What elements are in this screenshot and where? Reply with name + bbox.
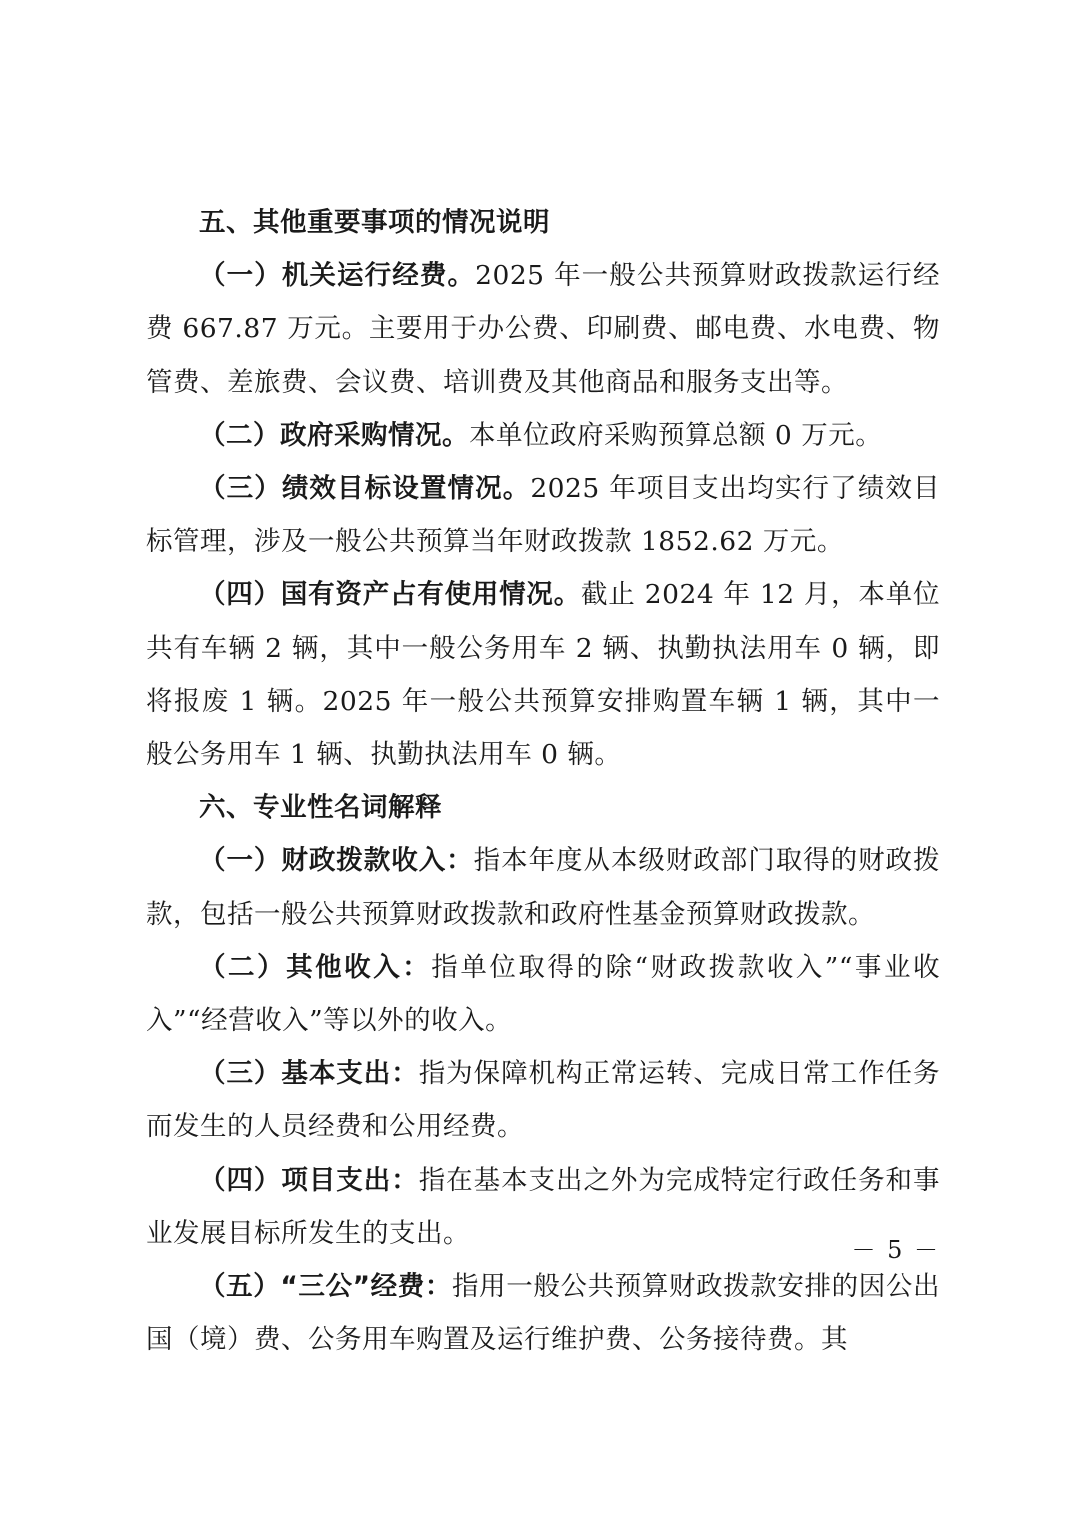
paragraph-lead: （四）国有资产占有使用情况。: [199, 579, 581, 611]
paragraph-three-public-expenses: [146, 1260, 940, 1366]
paragraph-lead: （一）机关运行经费。: [199, 260, 476, 292]
paragraph-basic-expenditure: [146, 1047, 940, 1153]
paragraph-lead: （五）“三公”经费：: [199, 1271, 453, 1303]
paragraph-lead: （四）项目支出：: [199, 1164, 419, 1196]
paragraph-lead: （一）财政拨款收入：: [199, 845, 474, 877]
paragraph-text: 指为保障机构正常运转、完成日常工作任务而发生的人员经费和公用经费。: [146, 1058, 941, 1143]
paragraph-lead: （三）绩效目标设置情况。: [199, 473, 531, 505]
paragraph-performance-goals: [146, 462, 940, 568]
paragraph-lead: （三）基本支出：: [199, 1058, 419, 1090]
paragraph-text: 2025 年项目支出均实行了绩效目标管理，涉及一般公共预算当年财政拨款 1852.62 万元。: [146, 473, 940, 558]
paragraph-text: 2025 年一般公共预算财政拨款运行经费 667.87 万元。主要用于办公费、印刷费、邮电费、水电费、物管费、差旅费、会议费、培训费及其他商品和服务支出等。: [146, 260, 940, 398]
page-number: － 5 －: [851, 1236, 940, 1264]
paragraph-fiscal-appropriation-income: [146, 834, 940, 940]
paragraph-text: 指本年度从本级财政部门取得的财政拨款，包括一般公共预算财政拨款和政府性基金预算财政拨款。: [146, 845, 941, 930]
paragraph-text: 指单位取得的除“财政拨款收入”“事业收入”“经营收入”等以外的收入。: [146, 951, 940, 1037]
paragraph-text: 本单位政府采购预算总额 0 万元。: [469, 419, 883, 451]
document-body: [146, 196, 940, 1366]
paragraph-text: 指用一般公共预算财政拨款安排的因公出国（境）费、公务用车购置及运行维护费、公务接待费。其: [146, 1271, 941, 1356]
paragraph-project-expenditure: [146, 1154, 940, 1260]
paragraph-procurement: [146, 409, 940, 462]
paragraph-lead: （二）政府采购情况。: [199, 419, 469, 451]
paragraph-text: 截止 2024 年 12 月，本单位共有车辆 2 辆，其中一般公务用车 2 辆、执勤执法用车 0 辆，即将报废 1 辆。2025 年一般公共预算安排购置车辆 1 辆，其中一般公务用车 1 辆、执勤执法用车 0 辆。: [146, 579, 940, 771]
paragraph-state-assets: [146, 568, 940, 781]
paragraph-text: 指在基本支出之外为完成特定行政任务和事业发展目标所发生的支出。: [146, 1164, 941, 1249]
section-heading-6: 六、专业性名词解释: [199, 792, 442, 824]
paragraph-operating-expenses: [146, 249, 940, 409]
paragraph-other-income: [146, 941, 940, 1047]
section-heading-5: 五、其他重要事项的情况说明: [199, 207, 550, 238]
paragraph-lead: （二）其他收入：: [199, 951, 432, 983]
